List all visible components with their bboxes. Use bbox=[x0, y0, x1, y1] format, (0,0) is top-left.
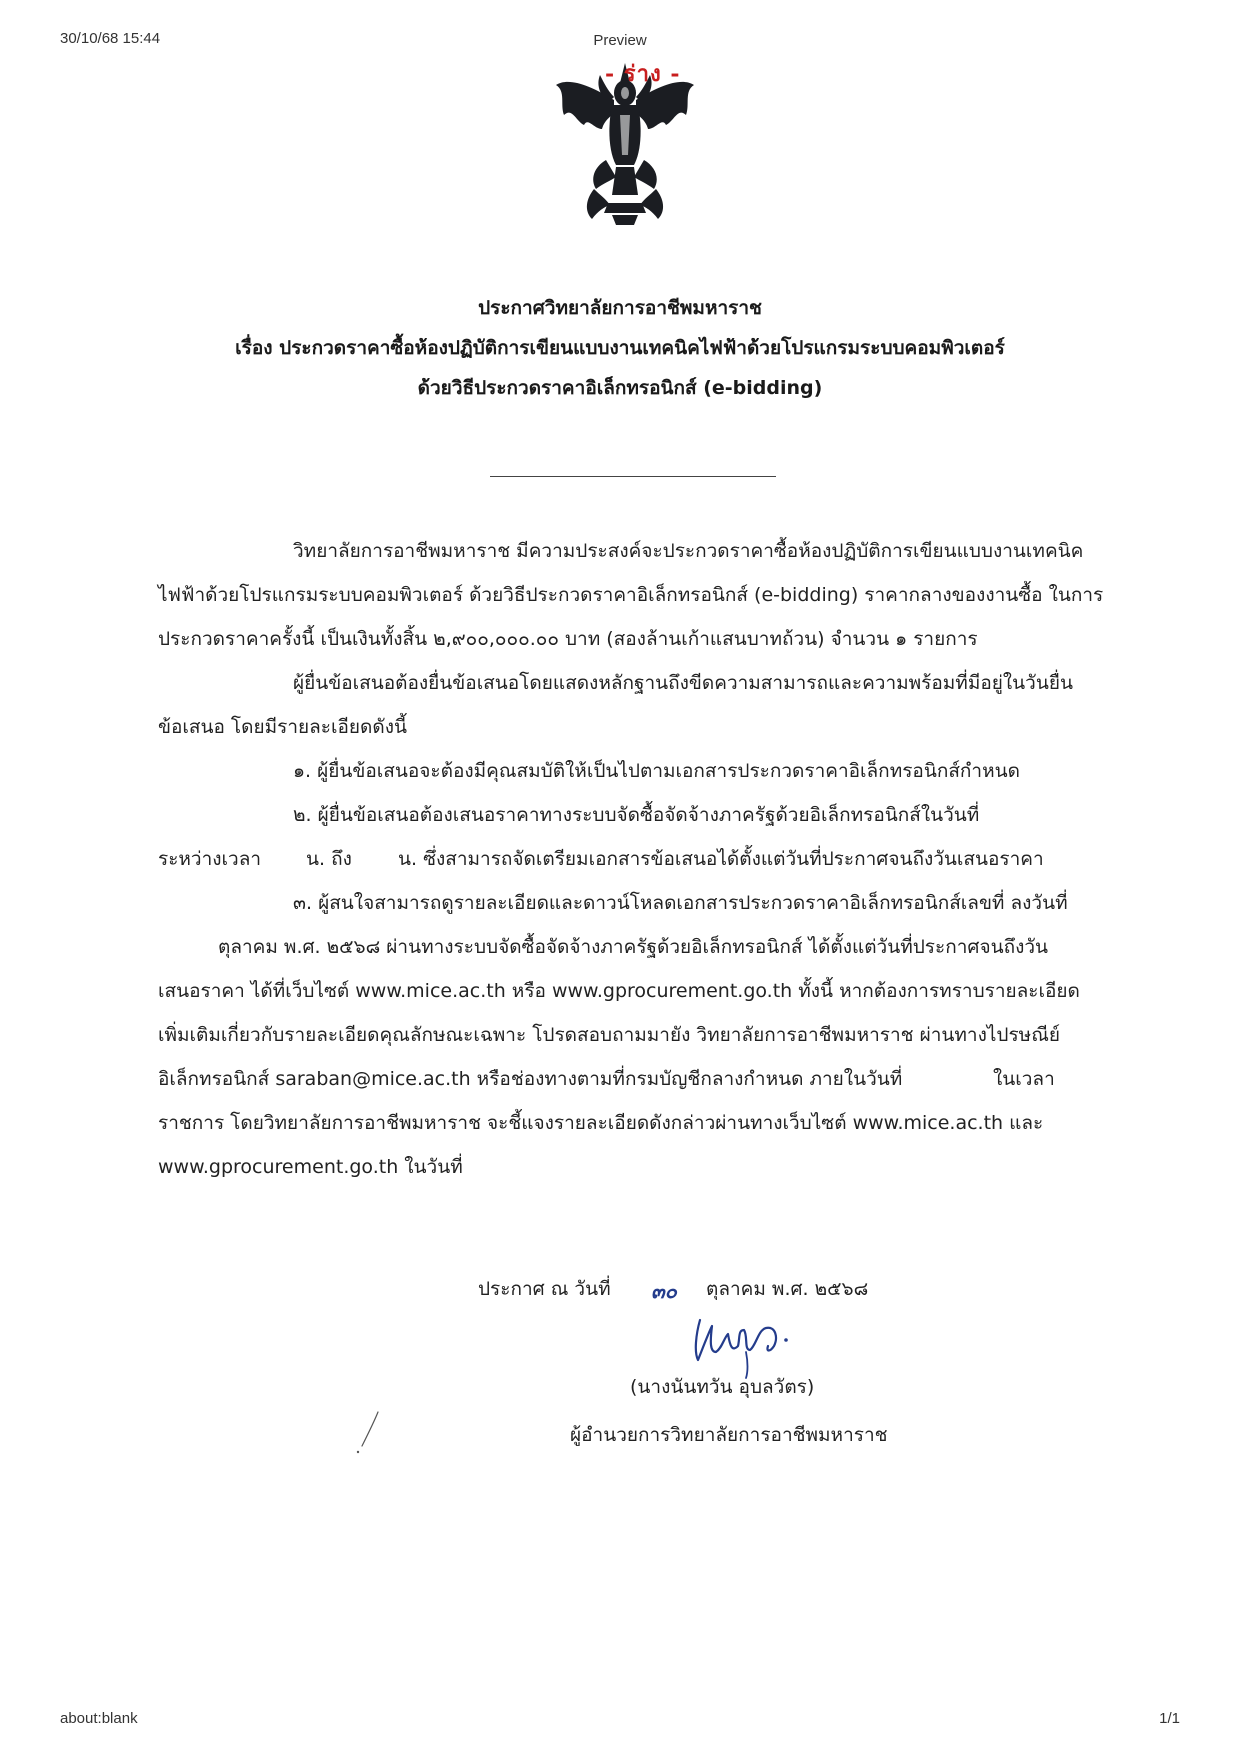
item-3-line-1: ๓. ผู้สนใจสามารถดูรายละเอียดและดาวน์โหลดเอกสารประกวดราคาอิเล็กทรอนิกส์เลขที่ ลงวันที่ bbox=[293, 892, 1068, 914]
item-3-office-hours: ในเวลา bbox=[993, 1068, 1055, 1090]
handwritten-signature bbox=[686, 1290, 816, 1380]
paragraph-2-line-1: ผู้ยื่นข้อเสนอต้องยื่นข้อเสนอโดยแสดงหลักฐานถึงขีดความสามารถและความพร้อมที่มีอยู่ในวันยื่น bbox=[293, 672, 1073, 694]
print-header bbox=[60, 30, 1180, 54]
signer-title: ผู้อำนวยการวิทยาลัยการอาชีพมหาราช bbox=[570, 1424, 888, 1446]
print-title: Preview bbox=[593, 32, 647, 49]
paragraph-1-line-2: ไฟฟ้าด้วยโปรแกรมระบบคอมพิวเตอร์ ด้วยวิธีประกวดราคาอิเล็กทรอนิกส์ (e-bidding) ราคากลางของงานซื้อ ในการ bbox=[158, 584, 1104, 606]
item-3-line-4: เพิ่มเติมเกี่ยวกับรายละเอียดคุณลักษณะเฉพาะ โปรดสอบถามมายัง วิทยาลัยการอาชีพมหาราช ผ่านทางไปรษณีย์ bbox=[158, 1024, 1060, 1046]
title-line-3: ด้วยวิธีประกวดราคาอิเล็กทรอนิกส์ (e-bidding) bbox=[417, 377, 823, 399]
item-3-line-7: www.gprocurement.go.th ในวันที่ bbox=[158, 1156, 463, 1178]
item-3-line-3: เสนอราคา ได้ที่เว็บไซต์ www.mice.ac.th หรือ www.gprocurement.go.th ทั้งนี้ หากต้องการทราบรายละเอียด bbox=[158, 980, 1080, 1002]
item-2-line-1: ๒. ผู้ยื่นข้อเสนอต้องเสนอราคาทางระบบจัดซื้อจัดจ้างภาครัฐด้วยอิเล็กทรอนิกส์ในวันที่ bbox=[293, 804, 980, 826]
paragraph-2-line-2: ข้อเสนอ โดยมีรายละเอียดดังนี้ bbox=[158, 716, 407, 738]
pen-mark bbox=[354, 1408, 384, 1458]
title-line-2: เรื่อง ประกวดราคาซื้อห้องปฏิบัติการเขียนแบบงานเทคนิคไฟฟ้าด้วยโปรแกรมระบบคอมพิวเตอร์ bbox=[235, 337, 1005, 359]
announce-date-prefix: ประกาศ ณ วันที่ bbox=[478, 1278, 611, 1300]
item-2-time-to: น. ถึง bbox=[306, 848, 352, 870]
handwritten-day: ๓๐ bbox=[651, 1279, 677, 1303]
announcement-title bbox=[100, 288, 1140, 408]
print-url: about:blank bbox=[60, 1710, 138, 1727]
item-3-line-2: ตุลาคม พ.ศ. ๒๕๖๘ ผ่านทางระบบจัดซื้อจัดจ้างภาครัฐด้วยอิเล็กทรอนิกส์ ได้ตั้งแต่วันที่ประกาศจนถึงวัน bbox=[218, 936, 1049, 958]
item-2-time-label: ระหว่างเวลา bbox=[158, 848, 262, 870]
title-divider bbox=[490, 476, 776, 477]
print-footer bbox=[60, 1710, 1180, 1734]
paragraph-1-line-3: ประกวดราคาครั้งนี้ เป็นเงินทั้งสิ้น ๒,๙๐๐,๐๐๐.๐๐ บาท (สองล้านเก้าแสนบาทถ้วน) จำนวน ๑ รายการ bbox=[158, 628, 978, 650]
print-page-count: 1/1 bbox=[1159, 1710, 1180, 1727]
signer-name: (นางนันทวัน อุบลวัตร) bbox=[630, 1376, 815, 1398]
item-1: ๑. ผู้ยื่นข้อเสนอจะต้องมีคุณสมบัติให้เป็นไปตามเอกสารประกวดราคาอิเล็กทรอนิกส์กำหนด bbox=[293, 760, 1020, 782]
item-2-line-2: น. ซึ่งสามารถจัดเตรียมเอกสารข้อเสนอได้ตั้งแต่วันที่ประกาศจนถึงวันเสนอราคา bbox=[398, 848, 1044, 870]
announce-date-suffix: ตุลาคม พ.ศ. ๒๕๖๘ bbox=[706, 1278, 869, 1300]
draft-stamp: - ร่าง - bbox=[605, 61, 681, 87]
item-3-line-6: ราชการ โดยวิทยาลัยการอาชีพมหาราช จะชี้แจงรายละเอียดดังกล่าวผ่านทางเว็บไซต์ www.mice.ac.th และ bbox=[158, 1112, 1044, 1134]
paragraph-1-line-1: วิทยาลัยการอาชีพมหาราช มีความประสงค์จะประกวดราคาซื้อห้องปฏิบัติการเขียนแบบงานเทคนิค bbox=[293, 540, 1084, 562]
print-timestamp: 30/10/68 15:44 bbox=[60, 30, 161, 47]
item-3-line-5: อิเล็กทรอนิกส์ saraban@mice.ac.th หรือช่องทางตามที่กรมบัญชีกลางกำหนด ภายในวันที่ bbox=[158, 1068, 903, 1090]
title-line-1: ประกาศวิทยาลัยการอาชีพมหาราช bbox=[478, 297, 762, 319]
